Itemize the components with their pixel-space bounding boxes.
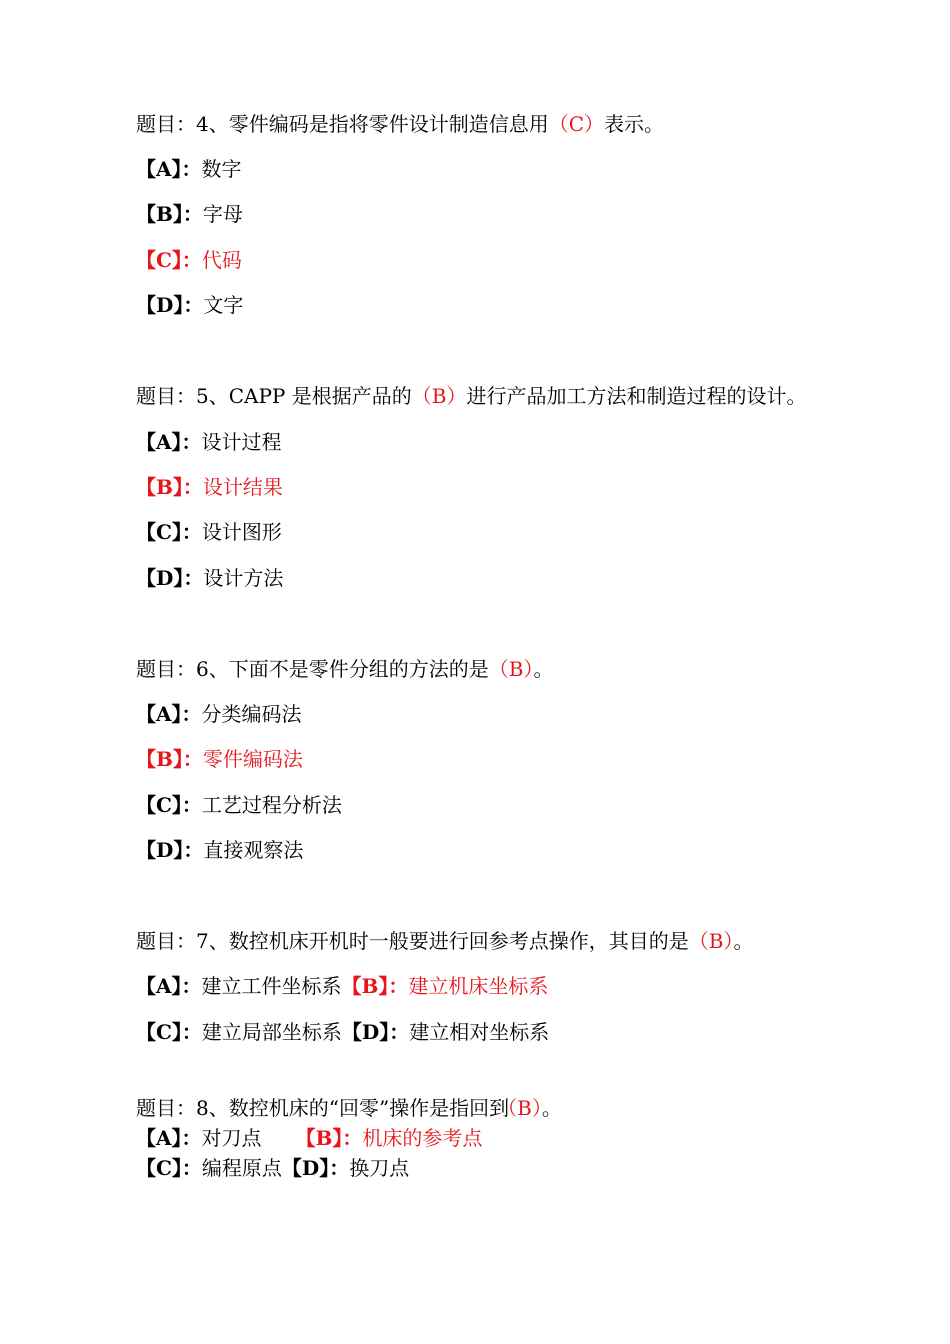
answer-mark: （B）: [411, 384, 467, 408]
option-text: 分类编码法: [201, 702, 302, 726]
question-6: [136, 655, 553, 683]
option-key: 【A】：: [136, 702, 202, 726]
option-text: 建立相对坐标系: [409, 1020, 550, 1044]
option-text: 机床的参考点: [362, 1126, 483, 1150]
option-key: 【A】：: [136, 1126, 202, 1150]
option-key: 【C】：: [136, 1156, 202, 1180]
option-text: 设计结果: [202, 475, 283, 499]
option-d: [136, 836, 303, 864]
option-a: [136, 700, 302, 728]
option-a: [136, 428, 282, 456]
question-text: 题目：6、下面不是零件分组的方法的是: [136, 657, 489, 681]
answer-mark: （B）: [497, 1096, 542, 1120]
option-b-correct: [296, 1126, 483, 1150]
option-key: 【A】：: [136, 430, 202, 454]
option-key: 【B】：: [136, 202, 203, 226]
option-text: 建立局部坐标系: [201, 1020, 342, 1044]
option-key: 【D】：: [136, 293, 204, 317]
option-c-correct: [136, 246, 242, 274]
option-text: 换刀点: [349, 1156, 410, 1180]
option-row-cd: [136, 1154, 409, 1182]
option-d: [136, 291, 243, 319]
option-key: 【C】：: [136, 1020, 202, 1044]
question-text-end: 。: [733, 929, 754, 953]
option-key: 【C】：: [136, 248, 202, 272]
question-text: 题目：7、数控机床开机时一般要进行回参考点操作，其目的是: [136, 929, 689, 953]
answer-mark: （C）: [548, 112, 605, 136]
question-text-end: 。: [541, 1096, 562, 1120]
option-key: 【A】：: [136, 974, 202, 998]
option-b-correct: [136, 473, 283, 501]
option-text: 直接观察法: [203, 838, 304, 862]
option-d: [136, 564, 283, 592]
option-text: 字母: [202, 202, 243, 226]
option-text: 建立工件坐标系: [201, 974, 342, 998]
option-row-cd: [136, 1018, 549, 1046]
option-text: 零件编码法: [202, 747, 303, 771]
option-text: 编程原点: [201, 1156, 282, 1180]
option-key: 【B】：: [341, 974, 409, 998]
option-key: 【D】：: [136, 838, 204, 862]
option-key: 【D】：: [136, 566, 204, 590]
option-key: 【D】：: [281, 1156, 350, 1180]
option-key: 【A】：: [136, 157, 202, 181]
option-b-correct: [136, 745, 303, 773]
question-text: 题目：8、数控机床的“回零”操作是指回到: [136, 1096, 510, 1120]
option-text: 设计图形: [201, 520, 282, 544]
option-text: 建立机床坐标系: [408, 974, 549, 998]
option-c: [136, 1020, 342, 1044]
question-text: 题目：4、零件编码是指将零件设计制造信息用: [136, 112, 549, 136]
option-text: 对刀点: [201, 1126, 262, 1150]
option-d: [342, 1020, 549, 1044]
option-b: [136, 200, 243, 228]
option-key: 【D】：: [341, 1020, 410, 1044]
option-key: 【C】：: [136, 793, 202, 817]
option-text: 数字: [201, 157, 242, 181]
question-text: 题目：5、CAPP 是根据产品的: [136, 384, 412, 408]
option-key: 【B】：: [136, 475, 203, 499]
option-key: 【B】：: [136, 747, 203, 771]
option-text: 设计方法: [203, 566, 284, 590]
option-b-correct: [342, 974, 549, 998]
option-c: [136, 791, 342, 819]
option-a: [136, 155, 242, 183]
answer-mark: （B）: [688, 929, 734, 953]
option-a: [136, 974, 342, 998]
option-key: 【C】：: [136, 520, 202, 544]
option-c: [136, 1156, 282, 1180]
question-5: [136, 382, 806, 410]
question-8: [136, 1094, 562, 1122]
option-row-ab: [136, 972, 548, 1000]
option-a: [136, 1126, 262, 1150]
option-text: 代码: [201, 248, 242, 272]
question-4: [136, 110, 664, 138]
option-d: [282, 1156, 409, 1180]
option-key: 【B】：: [295, 1126, 363, 1150]
option-c: [136, 518, 282, 546]
question-text-end: 表示。: [604, 112, 665, 136]
option-text: 设计过程: [201, 430, 282, 454]
answer-mark: （B）: [488, 657, 534, 681]
question-7: [136, 927, 753, 955]
option-row-ab: [136, 1124, 482, 1152]
option-text: 文字: [203, 293, 244, 317]
question-text-end: 进行产品加工方法和制造过程的设计。: [466, 384, 807, 408]
option-text: 工艺过程分析法: [201, 793, 342, 817]
question-text-end: 。: [533, 657, 554, 681]
